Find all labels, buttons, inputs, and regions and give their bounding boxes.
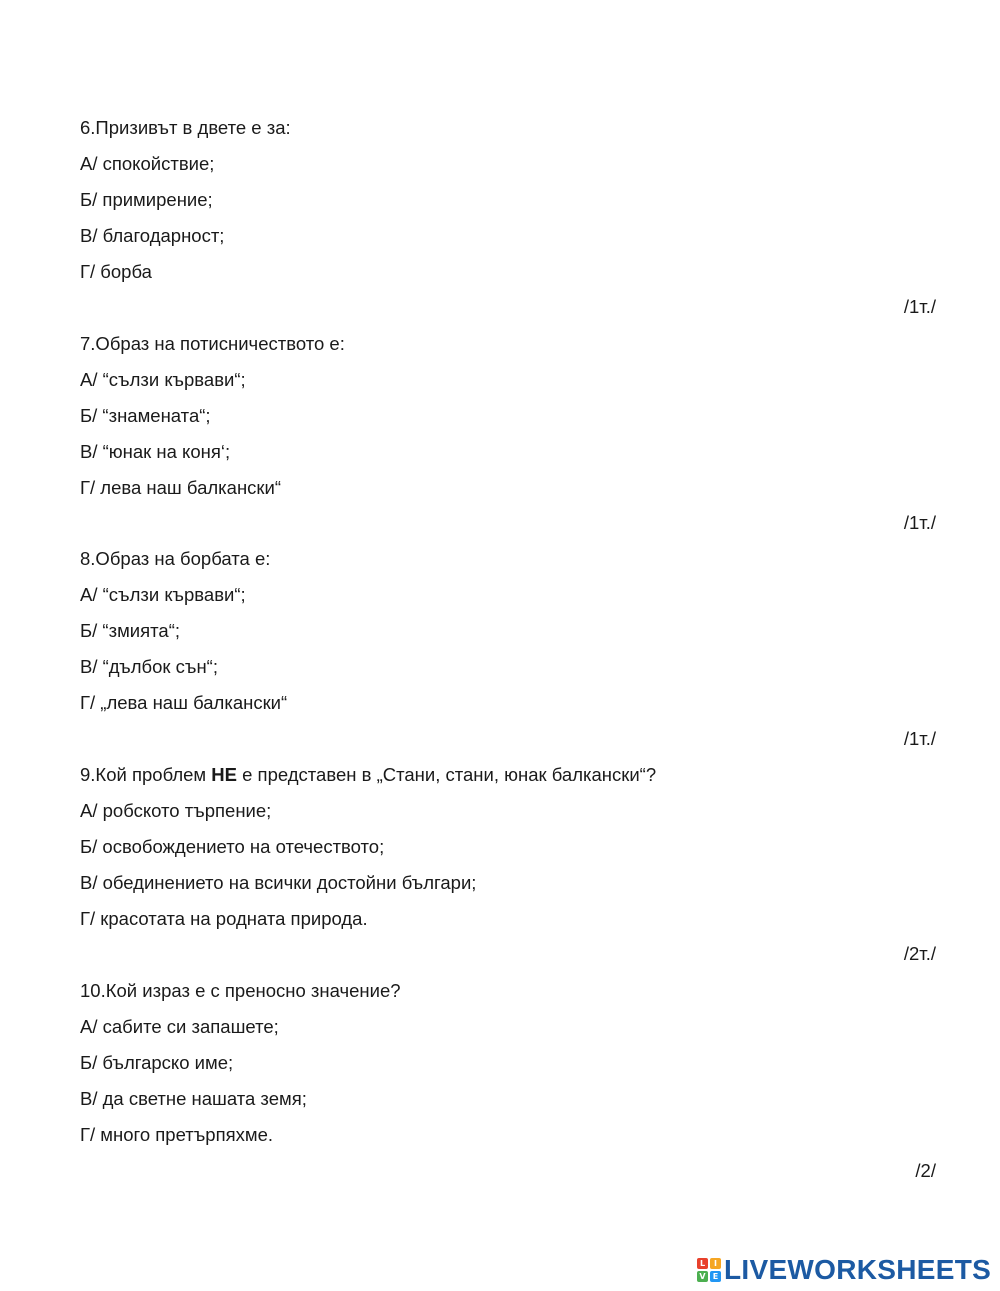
question-10-option-c: В/ да светне нашата земя; (80, 1088, 307, 1109)
logo-text: LIVEWORKSHEETS (724, 1254, 992, 1285)
question-8-option-b: Б/ “змията“; (80, 620, 180, 641)
question-8-score: /1т./ (903, 728, 936, 749)
question-10-option-a: А/ сабите си запашете; (80, 1016, 279, 1037)
question-9-score: /2т./ (903, 943, 936, 964)
question-7-score: /1т./ (903, 512, 936, 533)
logo-grid-icon (697, 1258, 721, 1282)
question-6-score: /1т./ (903, 296, 936, 317)
question-10-prompt: 10.Кой израз е с преносно значение? (80, 980, 401, 1001)
question-8-prompt: 8.Образ на борбата е: (80, 548, 271, 569)
question-10-score: /2/ (915, 1160, 936, 1181)
question-9-option-b: Б/ освобождението на отечеството; (80, 836, 385, 857)
question-9-prompt-after: е представен в „Стани, стани, юнак балкански“? (236, 764, 657, 785)
question-6-option-d: Г/ борба (80, 261, 152, 282)
question-7-option-a: А/ “сълзи кървави“; (80, 369, 246, 390)
question-10-option-b: Б/ българско име; (80, 1052, 234, 1073)
question-9-prompt (80, 764, 656, 786)
question-9-prompt-before: 9.Кой проблем (80, 764, 212, 785)
logo-grid-letter-l: L (697, 1258, 708, 1269)
question-9-prompt-bold: НЕ (211, 764, 237, 785)
question-9-option-c: В/ обединението на всички достойни българи; (80, 872, 477, 893)
question-6-option-c: В/ благодарност; (80, 225, 225, 246)
question-6-option-a: А/ спокойствие; (80, 153, 215, 174)
question-9-option-a: А/ робското търпение; (80, 800, 272, 821)
question-7-option-d: Г/ лева наш балкански“ (80, 477, 282, 498)
question-7-prompt: 7.Образ на потисничеството е: (80, 333, 345, 354)
question-8-option-d: Г/ „лева наш балкански“ (80, 692, 288, 713)
question-7-option-b: Б/ “знамената“; (80, 405, 211, 426)
logo-grid-letter-i: I (710, 1258, 721, 1269)
question-8-option-c: В/ “дълбок сън“; (80, 656, 218, 677)
question-9-option-d: Г/ красотата на родната природа. (80, 908, 368, 929)
logo-grid-letter-v: V (697, 1271, 708, 1282)
question-6-option-b: Б/ примирение; (80, 189, 213, 210)
liveworksheets-logo (697, 1255, 991, 1285)
question-8-option-a: А/ “сълзи кървави“; (80, 584, 246, 605)
question-10-option-d: Г/ много претърпяхме. (80, 1124, 274, 1145)
question-7-option-c: В/ “юнак на коня‘; (80, 441, 231, 462)
logo-grid-letter-e: E (710, 1271, 721, 1282)
question-6-prompt: 6.Призивът в двете е за: (80, 117, 291, 138)
